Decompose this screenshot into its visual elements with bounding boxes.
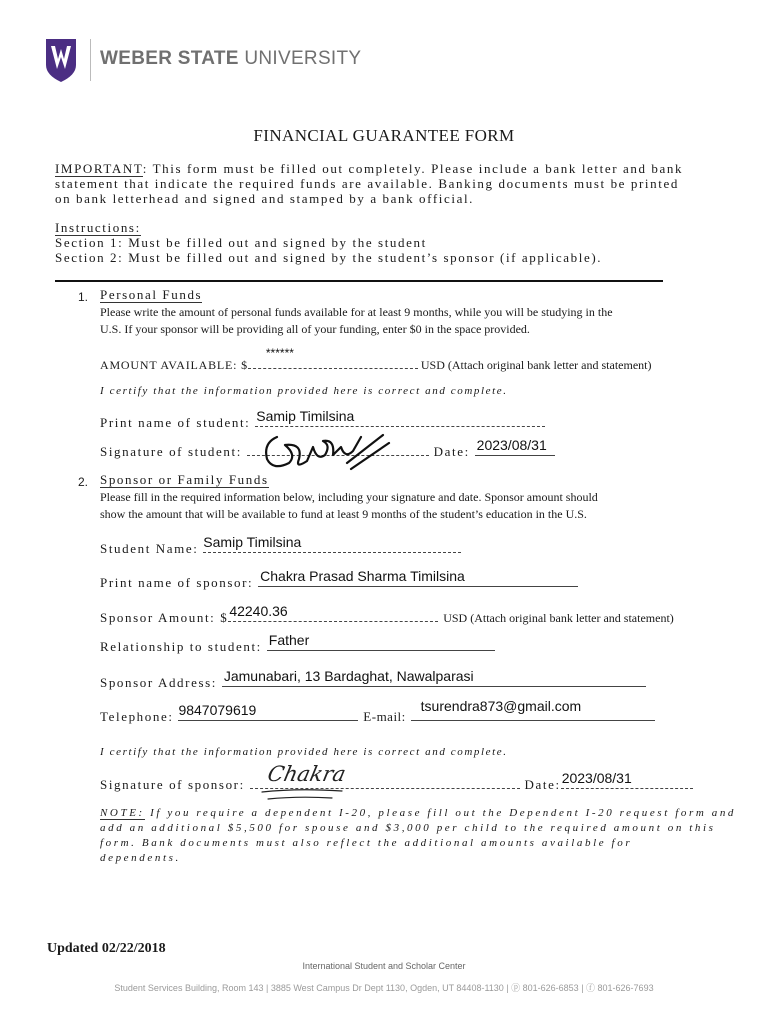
section-2-certify: I certify that the information provided here is correct and complete. — [100, 746, 508, 758]
logo-divider — [90, 39, 91, 81]
student-name-row — [100, 534, 461, 557]
section-1-certify: I certify that the information provided here is correct and complete. — [100, 385, 508, 397]
student-date-label: Date: — [433, 444, 470, 459]
telephone-row — [100, 698, 655, 725]
student-date-value: 2023/08/31 — [476, 437, 547, 453]
instructions-section-2: Section 2: Must be filled out and signed by the student’s sponsor (if applicable). — [55, 250, 603, 265]
sponsor-date-value: 2023/08/31 — [561, 770, 632, 786]
section-2-title: Sponsor or Family Funds — [100, 472, 269, 487]
important-notice — [55, 161, 683, 206]
university-name — [100, 48, 361, 70]
section-2-description: Please fill in the required information below, including your signature and date. Sponsor amount should show the amount that will be available to fund at least 9 months of the student’s education in the U.S. — [100, 490, 598, 521]
sponsor-amount-value: 42240.36 — [229, 603, 288, 619]
section-divider — [55, 280, 663, 282]
relationship-field[interactable] — [267, 632, 495, 651]
amount-available-row — [100, 346, 652, 373]
section-1-title: Personal Funds — [100, 287, 203, 302]
email-value: tsurendra873@gmail.com — [420, 698, 582, 714]
sponsor-amount-row — [100, 603, 674, 626]
student-name-value: Samip Timilsina — [203, 534, 302, 550]
amount-available-label: AMOUNT AVAILABLE: $ — [100, 358, 248, 372]
updated-date: Updated 02/22/2018 — [47, 941, 166, 956]
sponsor-signature-row — [100, 762, 693, 793]
student-print-name-value: Samip Timilsina — [256, 408, 355, 424]
footer-address: Student Services Building, Room 143 | 3885 West Campus Dr Dept 1130, Ogden, UT 84408-1130 | ⓟ 801-626-6853 | ⓕ 801-626-7693 — [114, 983, 654, 993]
dependent-note: NOTE: If you require a dependent I-20, please fill out the Dependent I-20 request form and add an additional $5,500 for spouse and $3,000 per child to the required amount on this form. Bank documents must also reflect the additional amounts available for dependents. — [100, 807, 737, 864]
amount-available-suffix: USD (Attach original bank letter and statement) — [420, 358, 652, 372]
relationship-label: Relationship to student: — [100, 639, 262, 654]
sponsor-signature-label: Signature of sponsor: — [100, 777, 245, 792]
sponsor-name-label: Print name of sponsor: — [100, 575, 254, 590]
student-print-name-label: Print name of student: — [100, 415, 251, 430]
sponsor-amount-field[interactable] — [228, 603, 438, 622]
important-line-1: IMPORTANT: This form must be filled out completely. Please include a bank letter and bank — [55, 161, 684, 176]
footer-center-name: International Student and Scholar Center — [302, 961, 466, 971]
amount-available-field[interactable] — [248, 346, 418, 369]
section-2-number: 2. — [78, 475, 89, 489]
section-1-description: Please write the amount of personal funds available for at least 9 months, while you will be studying in the U.S. If your sponsor will be providing all of your funding, enter $0 in the space provided. — [100, 305, 613, 336]
student-date-field[interactable] — [475, 437, 555, 456]
section-1-number: 1. — [78, 290, 89, 304]
telephone-label: Telephone: — [100, 709, 174, 724]
instructions-section-1: Section 1: Must be filled out and signed by the student — [55, 235, 427, 250]
instructions — [55, 220, 602, 265]
sponsor-amount-label: Sponsor Amount: $ — [100, 610, 229, 625]
important-label: IMPORTANT — [55, 161, 143, 176]
instructions-label: Instructions: — [55, 220, 141, 235]
sponsor-address-value: Jamunabari, 13 Bardaghat, Nawalparasi — [223, 668, 474, 684]
sponsor-signature: Chakra — [265, 762, 348, 786]
student-name-label: Student Name: — [100, 541, 199, 556]
sponsor-address-row — [100, 668, 646, 691]
university-name-bold: WEBER STATE — [100, 48, 239, 69]
telephone-value: 9847079619 — [178, 702, 257, 718]
sponsor-name-row — [100, 568, 578, 591]
sponsor-amount-suffix: USD (Attach original bank letter and statement) — [443, 611, 674, 625]
important-line-3: on bank letterhead and signed and stamped by a bank official. — [55, 191, 475, 206]
sponsor-signature-underline — [258, 784, 348, 804]
sponsor-name-value: Chakra Prasad Sharma Timilsina — [260, 568, 465, 584]
student-name-field[interactable] — [203, 534, 461, 553]
sponsor-name-field[interactable] — [258, 568, 578, 587]
sponsor-date-label: Date: — [524, 777, 561, 792]
telephone-field[interactable] — [178, 702, 358, 721]
university-logo — [44, 37, 362, 85]
email-label: E-mail: — [363, 709, 406, 724]
shield-icon — [44, 37, 78, 83]
sponsor-address-field[interactable] — [222, 668, 646, 687]
university-name-light: UNIVERSITY — [244, 48, 362, 69]
relationship-row — [100, 632, 495, 655]
sponsor-address-label: Sponsor Address: — [100, 675, 217, 690]
important-line-2: statement that indicate the required funds are available. Banking documents must be printed — [55, 176, 679, 191]
amount-available-value: ****** — [265, 346, 294, 360]
form-title: FINANCIAL GUARANTEE FORM — [253, 126, 515, 145]
sponsor-date-field[interactable] — [561, 770, 693, 789]
email-field[interactable] — [411, 698, 655, 721]
note-label: NOTE: — [100, 807, 145, 819]
student-signature-label: Signature of student: — [100, 444, 242, 459]
student-signature — [255, 425, 395, 475]
relationship-value: Father — [268, 632, 310, 648]
